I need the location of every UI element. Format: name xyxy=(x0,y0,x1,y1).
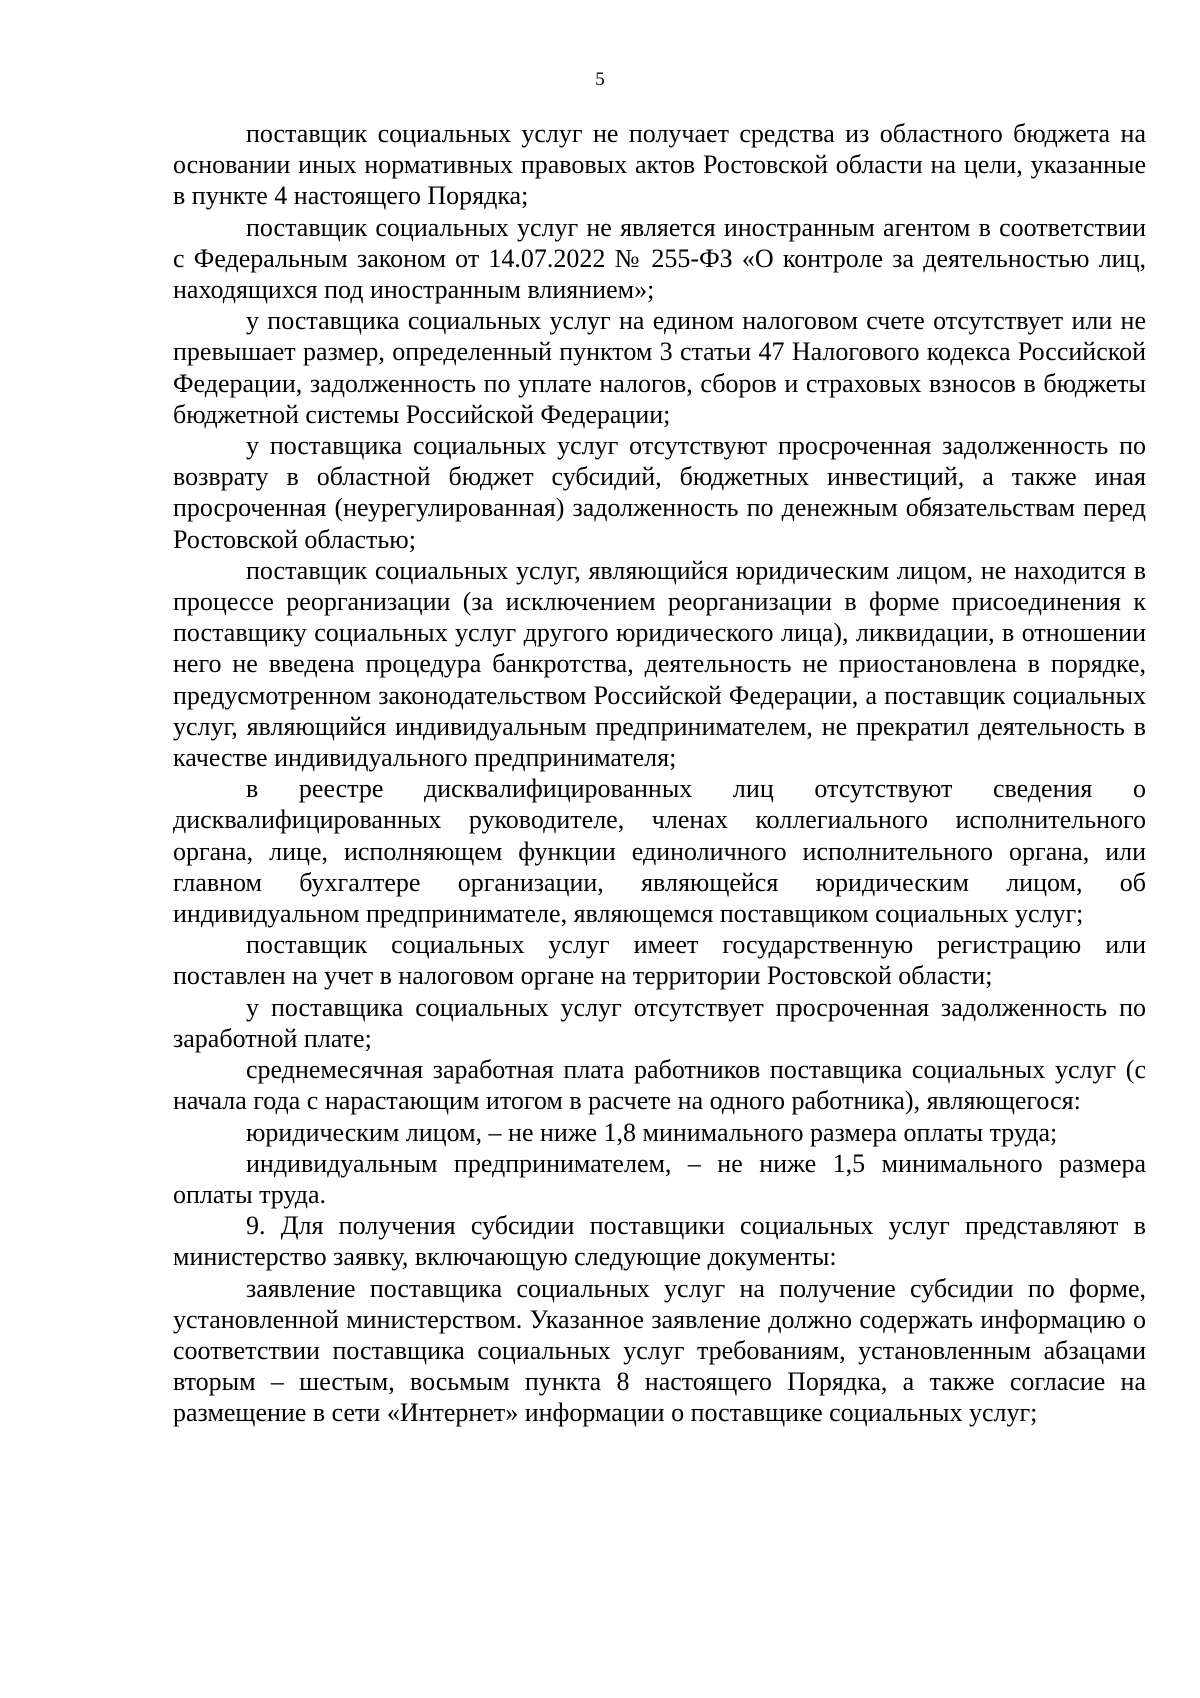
paragraph-average-wage: среднемесячная заработная плата работников поставщика социальных услуг (с начала года с нарастающим итогом в расчете на одного работника), являющегося: xyxy=(173,1055,1146,1116)
paragraph-wage-arrears: у поставщика социальных услуг отсутствует просроченная задолженность по заработной плате; xyxy=(173,992,1146,1053)
paragraph-entrepreneur-wage: индивидуальным предпринимателем, – не ниже 1,5 минимального размера оплаты труда. xyxy=(173,1148,1146,1209)
paragraph-reorganization: поставщик социальных услуг, являющийся юридическим лицом, не находится в процессе реорганизации (за исключением реорганизации в форме присоединения к поставщику социальных услуг другого юридического лица), ликвидации, в отношении него не введена процедура банкротства, деятельность не приостановлена в порядке, предусмотренном законодательством Российской Федерации, а поставщик социальных услуг, являющийся индивидуальным предпринимателем, не прекратил деятельность в качестве индивидуального предпринимателя; xyxy=(173,555,1146,773)
paragraph-not-foreign-agent: поставщик социальных услуг не является иностранным агентом в соответствии с Федеральным законом от 14.07.2022 № 255-ФЗ «О контроле за деятельностью лиц, находящихся под иностранным влиянием»; xyxy=(173,212,1146,305)
paragraph-state-registration: поставщик социальных услуг имеет государственную регистрацию или поставлен на учет в налоговом органе на территории Ростовской области; xyxy=(173,930,1146,991)
paragraph-section-9: 9. Для получения субсидии поставщики социальных услуг представляют в министерство заявку, включающую следующие документы: xyxy=(173,1211,1146,1272)
paragraph-no-funding: поставщик социальных услуг не получает средства из областного бюджета на основании иных нормативных правовых актов Ростовской области на цели, указанные в пункте 4 настоящего Порядка; xyxy=(173,119,1146,211)
paragraph-tax-debt: у поставщика социальных услуг на едином налоговом счете отсутствует или не превышает размер, определенный пунктом 3 статьи 47 Налогового кодекса Российской Федерации, задолженность по уплате налогов, сборов и страховых взносов в бюджеты бюджетной системы Российской Федерации; xyxy=(173,306,1146,429)
paragraph-overdue-debt: у поставщика социальных услуг отсутствуют просроченная задолженность по возврату в областной бюджет субсидий, бюджетных инвестиций, а также иная просроченная (неурегулированная) задолженность по денежным обязательствам перед Ростовской областью; xyxy=(173,431,1146,554)
document-body xyxy=(173,118,1146,1429)
paragraph-disqualified-registry: в реестре дисквалифицированных лиц отсутствуют сведения о дисквалифицированных руководителе, членах коллегиального исполнительного органа, лице, исполняющем функции единоличного исполнительного органа, или главном бухгалтере организации, являющейся юридическим лицом, об индивидуальном предпринимателе, являющемся поставщиком социальных услуг; xyxy=(173,774,1146,929)
paragraph-application-statement: заявление поставщика социальных услуг на получение субсидии по форме, установленной министерством. Указанное заявление должно содержать информацию о соответствии поставщика социальных услуг требованиям, установленным абзацами вторым – шестым, восьмым пункта 8 настоящего Порядка, а также согласие на размещение в сети «Интернет» информации о поставщике социальных услуг; xyxy=(173,1273,1146,1428)
paragraph-legal-entity-wage: юридическим лицом, – не ниже 1,8 минимального размера оплаты труда; xyxy=(246,1117,1058,1147)
page-number: 5 xyxy=(595,69,605,90)
